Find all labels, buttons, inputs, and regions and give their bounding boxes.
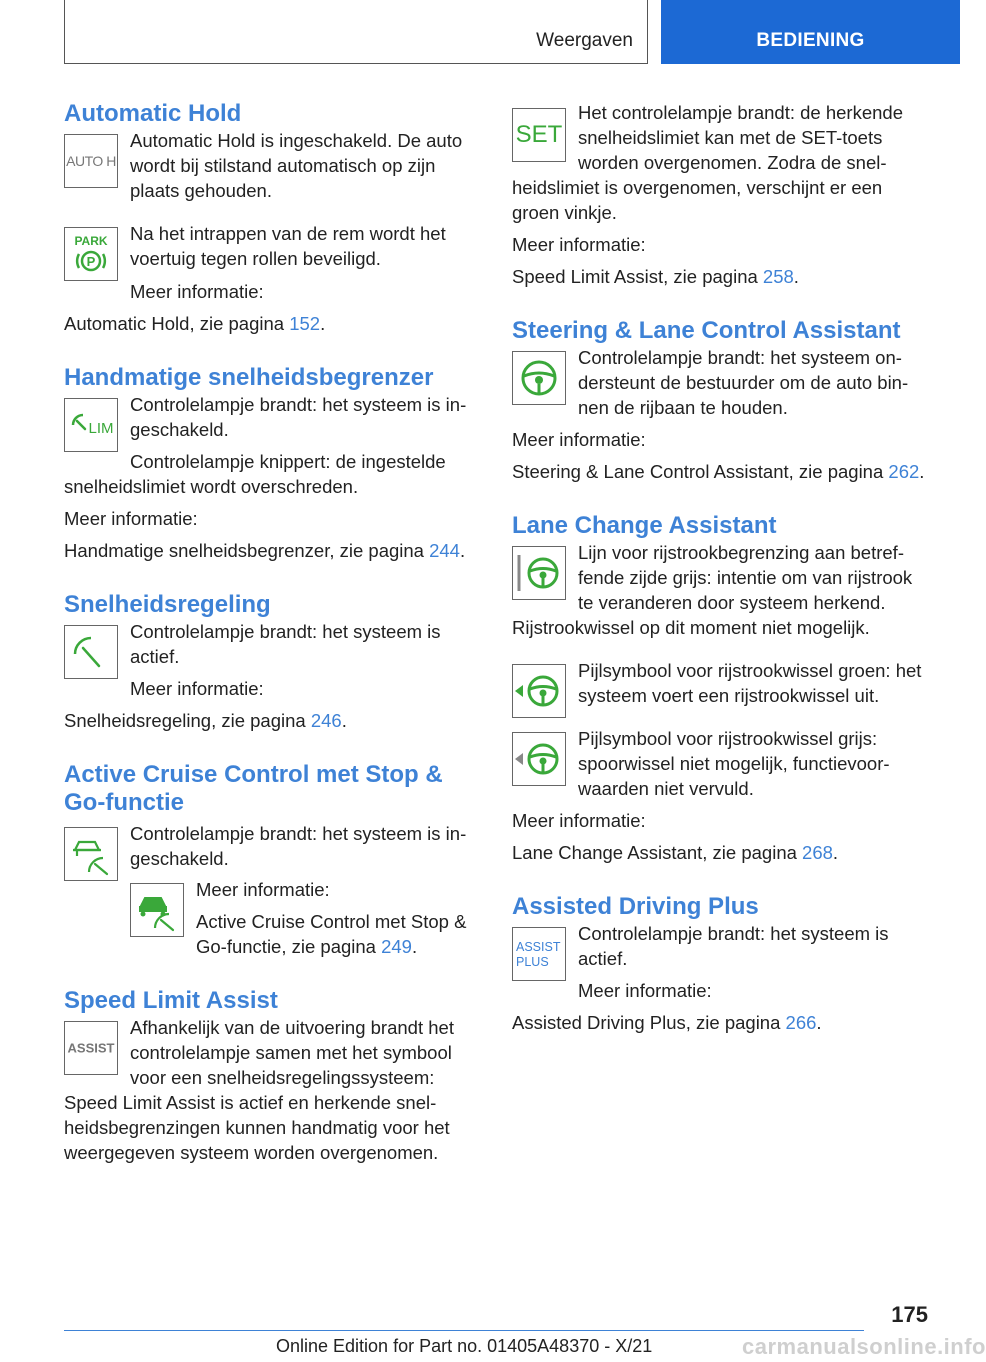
svg-text:LIM: LIM — [88, 420, 114, 437]
sla-text: Afhankelijk van de uitvoering brandt het controlelampje samen met het symbool voor een snelheidsregelingssysteem: Speed Limit Assist is actief en herkende snelheidsbegrenzingen kunnen handmatig voor het weergegeven systeem worden overgenomen. — [64, 1017, 454, 1163]
heading-active-cruise-control: Active Cruise Control met Stop & Go-functie — [64, 761, 443, 816]
limiter-text-flash: Controlelampje knippert: de ingestelde snelheidslimiet wordt overschreden. — [64, 451, 446, 497]
auto-hold-page-link[interactable]: 152 — [289, 313, 321, 334]
lca-text-boundary: Lijn voor rijstrookbegrenzing aan betreffende zijde grijs: intentie om van rijstrook te veranderen door systeem herkend. Rijstrookwissel op dit moment niet mogelijk. — [512, 542, 913, 638]
entry-lca-1 — [512, 540, 926, 640]
lane-change-arrow-grey-icon — [512, 732, 566, 786]
limiter-reference: Handmatige snelheidsbegrenzer, zie pagina 244. — [64, 540, 466, 561]
entry-park-brake — [64, 221, 478, 271]
adp-page-link[interactable]: 266 — [785, 1012, 817, 1033]
right-column — [512, 100, 926, 1035]
lca-text-grey: Pijlsymbool voor rijstrookwissel grijs: spoorwissel niet mogelijk, functievoorwaarden niet vervuld. — [578, 728, 890, 799]
entry-lca-2 — [512, 658, 926, 708]
entry-lca-3 — [512, 726, 926, 801]
set-more-info: Meer informatie: — [512, 234, 646, 255]
adp-reference: Assisted Driving Plus, zie pagina 266. — [512, 1012, 822, 1033]
heading-lane-change-assistant: Lane Change Assistant — [512, 512, 777, 539]
entry-cruise — [64, 619, 478, 701]
entry-adp — [512, 921, 926, 1003]
entry-steering — [512, 345, 926, 420]
auto-hold-reference: Automatic Hold, zie pagina 152. — [64, 313, 326, 334]
steering-reference: Steering & Lane Control Assistant, zie pagina 262. — [512, 461, 925, 482]
cruise-page-link[interactable]: 246 — [310, 710, 342, 731]
entry-acc — [64, 821, 478, 871]
acc-reference: Active Cruise Control met Stop & Go-functie, zie pagina 249. — [196, 911, 467, 957]
left-column — [64, 100, 478, 1165]
steering-more-info: Meer informatie: — [512, 429, 646, 450]
acc-filled-icon — [130, 883, 184, 937]
park-circle-icon — [65, 228, 117, 280]
cruise-more-info: Meer informatie: — [130, 678, 264, 699]
acc-outline-icon — [64, 827, 118, 881]
entry-limiter — [64, 392, 478, 499]
header-section-box — [64, 0, 648, 64]
steering-wheel-icon — [512, 351, 566, 405]
entry-acc-2 — [64, 877, 478, 959]
auto-hold-more-info: Meer informatie: — [130, 281, 264, 302]
header-section-title: Weergaven — [536, 30, 633, 51]
steering-page-link[interactable]: 262 — [888, 461, 920, 482]
limiter-text-on: Controlelampje brandt: het systeem is ingeschakeld. — [130, 394, 467, 440]
heading-speed-limiter: Handmatige snelheidsbegrenzer — [64, 364, 434, 391]
footer-divider — [64, 1330, 864, 1331]
set-icon: SET — [512, 108, 566, 162]
adp-more-info: Meer informatie: — [578, 980, 712, 1001]
heading-automatic-hold: Automatic Hold — [64, 100, 242, 127]
svg-text:P: P — [86, 254, 96, 269]
footer-edition: Online Edition for Part no. 01405A48370 - X/21 — [276, 1336, 653, 1356]
lca-more-info: Meer informatie: — [512, 810, 646, 831]
entry-sla — [64, 1015, 478, 1165]
park-brake-text: Na het intrappen van de rem wordt het voertuig tegen rollen beveiligd. — [130, 223, 446, 269]
cruise-text: Controlelampje brandt: het systeem is actief. — [130, 621, 441, 667]
lca-page-link[interactable]: 268 — [802, 842, 833, 863]
footer-watermark: carmanualsonline.info — [742, 1334, 986, 1359]
header-chapter-title: BEDIENING — [756, 30, 865, 51]
cruise-control-icon — [64, 625, 118, 679]
set-text: Het controlelampje brandt: de herkende snelheidslimiet kan met de SET-toets worden overgenomen. Zodra de snelheidslimiet is overgenomen, verschijnt er een groen vinkje. — [512, 102, 903, 223]
assist-plus-icon: ASSIST PLUS — [512, 927, 566, 981]
acc-more-info: Meer informatie: — [196, 879, 330, 900]
set-reference: Speed Limit Assist, zie pagina 258. — [512, 266, 799, 287]
header-chapter-tab — [661, 0, 960, 64]
lane-change-arrow-green-icon — [512, 664, 566, 718]
adp-text: Controlelampje brandt: het systeem is actief. — [578, 923, 889, 969]
park-brake-icon: PARK P — [64, 227, 118, 281]
lca-text-green: Pijlsymbool voor rijstrookwissel groen: het systeem voert een rijstrookwissel uit. — [578, 660, 922, 706]
auto-hold-text: Automatic Hold is ingeschakeld. De auto wordt bij stilstand automatisch op zijn plaats gehouden. — [130, 130, 463, 201]
entry-set — [512, 100, 926, 225]
cruise-reference: Snelheidsregeling, zie pagina 246. — [64, 710, 347, 731]
heading-speed-limit-assist: Speed Limit Assist — [64, 987, 278, 1014]
heading-cruise-control: Snelheidsregeling — [64, 591, 271, 618]
acc-text: Controlelampje brandt: het systeem is ingeschakeld. — [130, 823, 467, 869]
set-page-link[interactable]: 258 — [762, 266, 794, 287]
heading-steering-lane-control: Steering & Lane Control Assistant — [512, 317, 901, 344]
heading-assisted-driving-plus: Assisted Driving Plus — [512, 893, 759, 920]
page-number: 175 — [891, 1302, 928, 1327]
lane-boundary-icon — [512, 546, 566, 600]
assist-icon: ASSIST — [64, 1021, 118, 1075]
entry-auto-hold — [64, 128, 478, 203]
auto-hold-icon: AUTO H — [64, 134, 118, 188]
steering-text: Controlelampje brandt: het systeem ondersteunt de bestuurder om de auto binnen de rijbaan te houden. — [578, 347, 909, 418]
acc-page-link[interactable]: 249 — [381, 936, 412, 957]
lca-reference: Lane Change Assistant, zie pagina 268. — [512, 842, 839, 863]
limiter-page-link[interactable]: 244 — [429, 540, 460, 561]
speed-limiter-icon — [64, 398, 118, 452]
limiter-more-info: Meer informatie: — [64, 508, 198, 529]
